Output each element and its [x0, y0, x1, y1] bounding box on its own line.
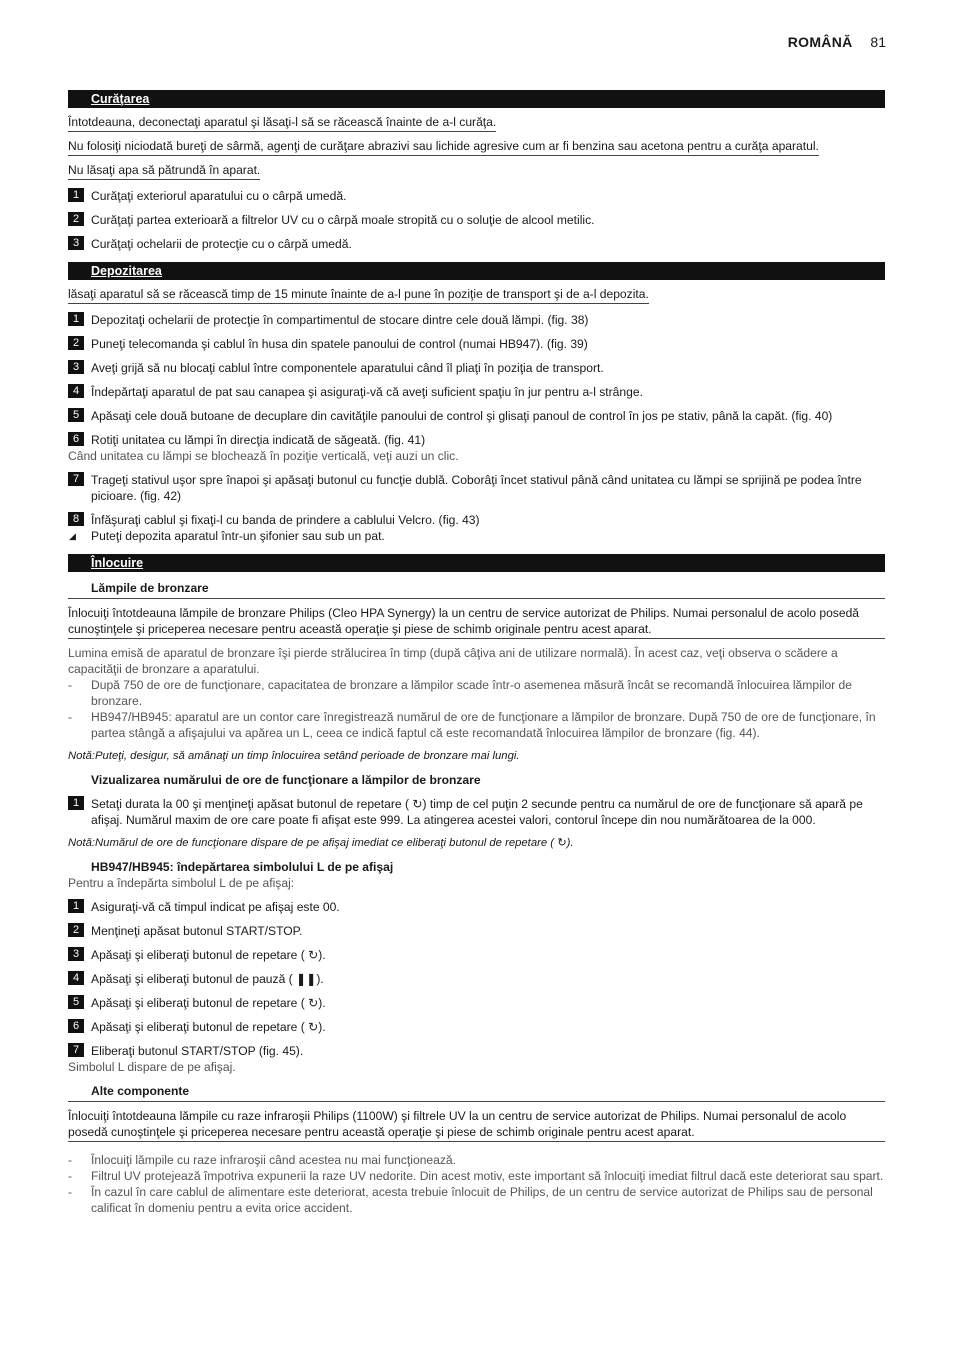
- step-text: Apăsaţi şi eliberaţi butonul de repetare ( ↻).: [91, 1020, 326, 1034]
- warning-text: Înlocuiţi întotdeauna lămpile cu raze infraroşii Philips (1100W) şi filtrele UV la un centru de service autorizat de Philips. Numai personalul de acolo posedă cunoştinţele şi priceperea necesare pentru această operaţie şi piese de schimb originale pentru acest aparat.: [68, 1108, 885, 1142]
- subsection-title: Alte componente: [68, 1083, 885, 1102]
- dash-item: - Înlocuiţi lămpile cu raze infraroşii când acestea nu mai funcţionează.: [68, 1153, 457, 1167]
- step-item: [68, 512, 885, 528]
- dash-item: - HB947/HB945: aparatul are un contor care înregistrează numărul de ore de funcţionare a lămpilor de bronzare. După 750 de ore de funcţionare, în partea stângă a afişajului va apărea un L, ceea ce indică faptul că este recomandată înlocuirea lămpilor de bronzare (fig. 44).: [68, 710, 876, 740]
- page-number: 81: [870, 34, 886, 50]
- step-item: [68, 312, 885, 328]
- dash-item: - După 750 de ore de funcţionare, capacitatea de bronzare a lămpilor scade într-o asemenea măsură încât se recomandă înlocuirea lămpilor de bronzare.: [68, 678, 853, 708]
- note-text: Notă:Numărul de ore de funcţionare dispare de pe afişaj imediat ce eliberaţi butonul de repetare ( ↻).: [68, 837, 574, 849]
- dash-text: HB947/HB945: aparatul are un contor care înregistrează numărul de ore de funcţionare a lămpilor de bronzare. După 750 de ore de funcţionare, în partea stângă a afişajului va apărea un L, ceea ce indică faptul că este recomandată înlocuirea lămpilor de bronzare (fig. 44).: [91, 710, 876, 740]
- warning-text: Întotdeauna, deconectaţi aparatul şi lăsaţi-l să se răcească înainte de a-l curăţa.: [68, 114, 496, 132]
- step-number: 8: [68, 512, 84, 526]
- step-result-text: Simbolul L dispare de pe afişaj.: [68, 1060, 236, 1074]
- subsection-title: Lămpile de bronzare: [68, 580, 885, 599]
- step-text: Curăţaţi exteriorul aparatului cu o cârpă umedă.: [91, 189, 347, 203]
- step-text: Înfăşuraţi cablul şi fixaţi-l cu banda de prindere a cablului Velcro. (fig. 43): [91, 513, 480, 527]
- step-text: Îndepărtaţi aparatul de pat sau canapea şi asiguraţi-vă că aveţi suficient spaţiu în jur pentru a-l strânge.: [91, 385, 643, 399]
- step-number: 7: [68, 472, 84, 486]
- language-label: ROMÂNĂ: [787, 34, 853, 50]
- step-text: Apăsaţi cele două butoane de decuplare din cavităţile panoului de control şi glisaţi panoul de control în jos pe stativ, până la capăt. (fig. 40): [91, 409, 833, 423]
- step-number: 1: [68, 796, 84, 810]
- step-text: Curăţaţi ochelarii de protecţie cu o cârpă umedă.: [91, 237, 352, 251]
- step-text: Asiguraţi-vă că timpul indicat pe afişaj este 00.: [91, 900, 340, 914]
- step-item: [68, 971, 885, 987]
- step-result-text: Când unitatea cu lămpi se blochează în poziţie verticală, veţi auzi un clic.: [68, 449, 459, 463]
- page-header: [788, 34, 886, 50]
- step-item: [68, 1043, 885, 1059]
- step-item: [68, 995, 885, 1011]
- step-item: [68, 212, 885, 228]
- step-item: [68, 472, 885, 504]
- step-item: [68, 796, 885, 828]
- step-text: Apăsaţi şi eliberaţi butonul de repetare ( ↻).: [91, 948, 326, 962]
- warning-text: Înlocuiţi întotdeauna lămpile de bronzare Philips (Cleo HPA Synergy) la un centru de service autorizat de Philips. Numai personalul de acolo posedă cunoştinţele şi priceperea necesare pentru această operaţie şi piese de schimb originale pentru acest aparat.: [68, 605, 885, 639]
- step-number: 7: [68, 1043, 84, 1057]
- step-text: Curăţaţi partea exterioară a filtrelor UV cu o cârpă moale stropită cu o soluţie de alcool metilic.: [91, 213, 595, 227]
- step-item: [68, 923, 885, 939]
- step-item: [68, 408, 885, 424]
- info-text: Lumina emisă de aparatul de bronzare îşi pierde strălucirea în timp (după câţiva ani de utilizare normală). În acest caz, veţi observa o scădere a capacităţii de bronzare a aparatului.: [68, 646, 838, 676]
- dash-text: După 750 de ore de funcţionare, capacitatea de bronzare a lămpilor scade într-o asemenea măsură încât se recomandă înlocuirea lămpilor de bronzare.: [91, 678, 853, 708]
- dash-text: În cazul în care cablul de alimentare este deteriorat, acesta trebuie înlocuit de Philips, de un centru de service autorizat de Philips sau de personal calificat în domeniu pentru a evita orice accident.: [91, 1185, 873, 1215]
- section-title-replacement: Înlocuire: [68, 554, 885, 572]
- step-number: 3: [68, 360, 84, 374]
- step-number: 3: [68, 236, 84, 250]
- step-item: [68, 947, 885, 963]
- subsection-title: HB947/HB945: îndepărtarea simbolului L de pe afişaj: [91, 860, 394, 874]
- step-number: 6: [68, 432, 84, 446]
- step-text: Rotiţi unitatea cu lămpi în direcţia indicată de săgeată. (fig. 41): [91, 433, 426, 447]
- dash-item: - În cazul în care cablul de alimentare este deteriorat, acesta trebuie înlocuit de Philips, de un centru de service autorizat de Philips sau de personal calificat în domeniu pentru a evita orice accident.: [68, 1185, 873, 1215]
- section-title-cleaning: Curăţarea: [68, 90, 885, 108]
- warning-text: lăsaţi aparatul să se răcească timp de 15 minute înainte de a-l pune în poziţie de transport şi de a-l depozita.: [68, 286, 649, 304]
- dash-text: Filtrul UV protejează împotriva expunerii la raze UV nedorite. Din acest motiv, este important să înlocuiţi imediat filtrul dacă este deteriorat sau spart.: [91, 1169, 884, 1183]
- step-text: Apăsaţi şi eliberaţi butonul de repetare ( ↻).: [91, 996, 326, 1010]
- step-item: [68, 899, 885, 915]
- bullet-item: [68, 528, 885, 544]
- step-text: Menţineţi apăsat butonul START/STOP.: [91, 924, 303, 938]
- note-text: Notă:Puteţi, desigur, să amânaţi un timp înlocuirea setând perioade de bronzare mai lungi.: [68, 750, 520, 762]
- dash-item: - Filtrul UV protejează împotriva expunerii la raze UV nedorite. Din acest motiv, este important să înlocuiţi imediat filtrul dacă este deteriorat sau spart.: [68, 1169, 884, 1183]
- bullet-text: Puteţi depozita aparatul într-un şifonier sau sub un pat.: [91, 529, 385, 543]
- step-text: Aveţi grijă să nu blocaţi cablul între componentele aparatului când îl pliaţi în poziţia de transport.: [91, 361, 604, 375]
- step-number: 2: [68, 923, 84, 937]
- step-text: Eliberaţi butonul START/STOP (fig. 45).: [91, 1044, 304, 1058]
- step-text: Trageţi stativul uşor spre înapoi şi apăsaţi butonul cu funcţie dublă. Coborâţi încet stativul până când unitatea cu lămpi se sprijină pe podea între picioare. (fig. 42): [91, 473, 862, 503]
- step-number: 1: [68, 188, 84, 202]
- step-number: 6: [68, 1019, 84, 1033]
- step-text: Puneţi telecomanda şi cablul în husa din spatele panoului de control (numai HB947). (fig. 39): [91, 337, 588, 351]
- step-text: Setaţi durata la 00 şi menţineţi apăsat butonul de repetare ( ↻) timp de cel puţin 2 secunde pentru ca numărul de ore de funcţionare să apară pe afişaj. Numărul maxim de ore care poate fi afişat este 999. La atingerea acestei valori, contorul începe din nou numărătoarea de la 000.: [91, 797, 863, 827]
- step-number: 2: [68, 212, 84, 226]
- step-number: 4: [68, 384, 84, 398]
- subsection-title: Vizualizarea numărului de ore de funcţionare a lămpilor de bronzare: [91, 773, 481, 787]
- step-item: [68, 432, 885, 448]
- step-text: Depozitaţi ochelarii de protecţie în compartimentul de stocare dintre cele două lămpi. (fig. 38): [91, 313, 589, 327]
- warning-text: Nu folosiţi niciodată bureţi de sârmă, agenţi de curăţare abrazivi sau lichide agresive cum ar fi benzina sau acetona pentru a curăţa aparatul.: [68, 138, 819, 156]
- section-title-storage: Depozitarea: [68, 262, 885, 280]
- page-content: [68, 90, 885, 1216]
- step-number: 5: [68, 995, 84, 1009]
- step-item: [68, 360, 885, 376]
- step-item: [68, 188, 885, 204]
- step-item: [68, 236, 885, 252]
- dash-text: Înlocuiţi lămpile cu raze infraroşii când acestea nu mai funcţionează.: [91, 1153, 457, 1167]
- step-number: 5: [68, 408, 84, 422]
- step-item: [68, 1019, 885, 1035]
- step-item: [68, 336, 885, 352]
- bullet-arrow-icon: ◢: [69, 531, 76, 541]
- warning-text: Nu lăsaţi apa să pătrundă în aparat.: [68, 162, 260, 180]
- step-number: 4: [68, 971, 84, 985]
- step-item: [68, 384, 885, 400]
- intro-text: Pentru a îndepărta simbolul L de pe afişaj:: [68, 876, 295, 890]
- step-number: 2: [68, 336, 84, 350]
- step-number: 1: [68, 899, 84, 913]
- step-text: Apăsaţi şi eliberaţi butonul de pauză ( ❚❚).: [91, 972, 324, 986]
- step-number: 3: [68, 947, 84, 961]
- step-number: 1: [68, 312, 84, 326]
